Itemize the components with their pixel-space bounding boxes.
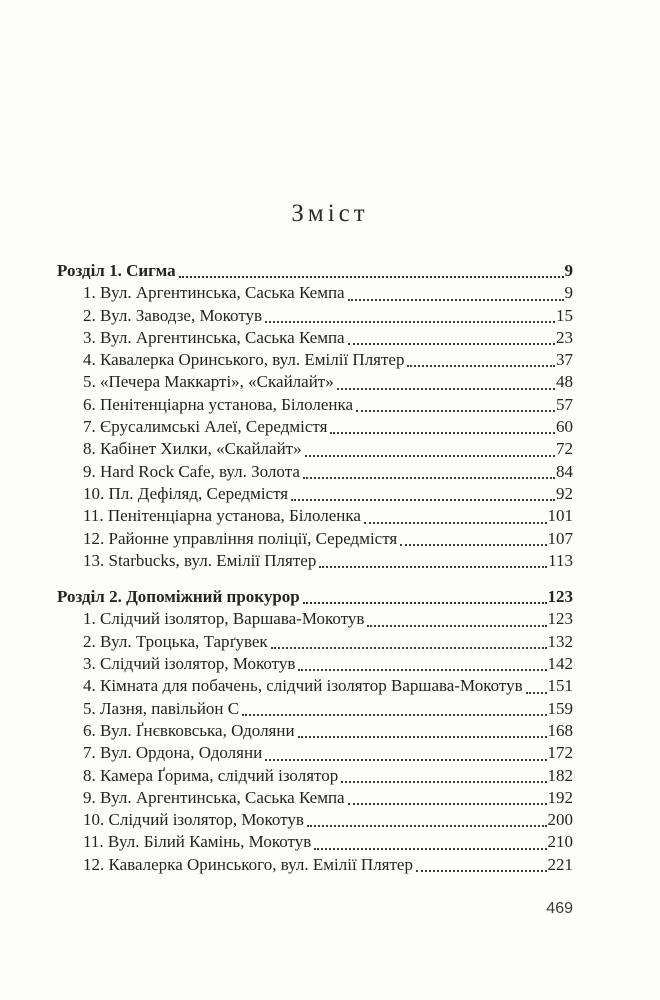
toc-entry-page: 23 bbox=[556, 327, 573, 347]
toc-entry-page: 132 bbox=[547, 631, 573, 651]
toc-entry-label: 6. Пенітенціарна установа, Білоленка bbox=[83, 394, 354, 414]
toc-entry bbox=[57, 675, 573, 697]
toc-entry-label: 7. Вул. Ордона, Одоляни bbox=[83, 743, 263, 763]
toc-entry-label: 11. Вул. Білий Камінь, Мокотув bbox=[83, 832, 312, 852]
toc-entry-page: 72 bbox=[556, 439, 573, 459]
dot-leader bbox=[341, 781, 546, 783]
toc-entry-page: 60 bbox=[556, 417, 573, 437]
toc-entry bbox=[57, 809, 573, 831]
toc-entry-label: 10. Слідчий ізолятор, Мокотув bbox=[83, 810, 304, 830]
toc-entry-page: 210 bbox=[547, 832, 573, 852]
dot-leader bbox=[303, 477, 555, 479]
toc-entry bbox=[57, 505, 573, 527]
toc-entry-page: 172 bbox=[547, 743, 573, 763]
toc-entry-label: 12. Кавалерка Оринського, вул. Емілії Плятер bbox=[83, 854, 413, 874]
toc-entry-page: 168 bbox=[547, 720, 573, 740]
dot-leader bbox=[265, 759, 546, 761]
toc-entry-page: 15 bbox=[556, 305, 573, 325]
toc-entry bbox=[57, 349, 573, 371]
dot-leader bbox=[271, 647, 547, 649]
toc-section-heading bbox=[57, 586, 573, 608]
dot-leader bbox=[348, 803, 547, 805]
dot-leader bbox=[356, 410, 555, 412]
toc-entry bbox=[57, 631, 573, 653]
toc-entry bbox=[57, 394, 573, 416]
toc-section-heading bbox=[57, 260, 573, 282]
dot-leader bbox=[400, 544, 546, 546]
toc-entry-label: 1. Вул. Аргентинська, Саська Кемпа bbox=[83, 283, 345, 303]
toc-entry-label: 5. Лазня, павільйон C bbox=[83, 698, 240, 718]
toc-entry-page: 221 bbox=[547, 854, 573, 874]
toc-entry-page: 182 bbox=[547, 765, 573, 785]
toc-entry bbox=[57, 483, 573, 505]
toc-entry-label: 2. Вул. Заводзе, Мокотув bbox=[83, 305, 263, 325]
dot-leader bbox=[265, 321, 555, 323]
toc-section-heading-label: Розділ 2. Допоміжний прокурор bbox=[57, 587, 300, 607]
toc-entry bbox=[57, 416, 573, 438]
dot-leader bbox=[307, 825, 547, 827]
toc-entry bbox=[57, 698, 573, 720]
dot-leader bbox=[305, 455, 555, 457]
dot-leader bbox=[416, 870, 547, 872]
dot-leader bbox=[298, 669, 546, 671]
toc-entry-label: 3. Слідчий ізолятор, Мокотув bbox=[83, 654, 296, 674]
toc-entry bbox=[57, 831, 573, 853]
toc-entry bbox=[57, 305, 573, 327]
dot-leader bbox=[319, 566, 547, 568]
toc-entry-label: 9. Вул. Аргентинська, Саська Кемпа bbox=[83, 787, 345, 807]
toc-entry-label: 13. Starbucks, вул. Емілії Плятер bbox=[83, 550, 317, 570]
toc-entry-page: 57 bbox=[556, 394, 573, 414]
page-title: Зміст bbox=[291, 200, 369, 227]
toc-entry-label: 10. Пл. Дефіляд, Середмістя bbox=[83, 483, 289, 503]
dot-leader bbox=[298, 736, 547, 738]
toc-section-heading-page: 123 bbox=[547, 587, 573, 607]
toc-entry-label: 8. Камера Ґорима, слідчий ізолятор bbox=[83, 765, 339, 785]
toc-entry-page: 84 bbox=[556, 461, 573, 481]
toc-entry-page: 192 bbox=[547, 787, 573, 807]
toc-entry-label: 12. Районне управління поліції, Середмістя bbox=[83, 528, 398, 548]
toc-entry-label: 11. Пенітенціарна установа, Білоленка bbox=[83, 506, 361, 526]
toc-entry-label: 2. Вул. Троцька, Тарґувек bbox=[83, 631, 268, 651]
toc-entry bbox=[57, 720, 573, 742]
toc-entry-label: 4. Кімната для побачень, слідчий ізолятор Варшава-Мокотув bbox=[83, 676, 523, 696]
toc-entry-page: 107 bbox=[547, 528, 573, 548]
dot-leader bbox=[367, 625, 546, 627]
toc-entry-label: 5. «Печера Маккарті», «Скайлайт» bbox=[83, 372, 334, 392]
dot-leader bbox=[337, 388, 555, 390]
dot-leader bbox=[364, 522, 547, 524]
toc-entry bbox=[57, 608, 573, 630]
toc-entry bbox=[57, 461, 573, 483]
dot-leader bbox=[242, 714, 546, 716]
toc-entry-page: 92 bbox=[556, 483, 573, 503]
toc-entry bbox=[57, 787, 573, 809]
dot-leader bbox=[179, 276, 564, 278]
toc-entry-page: 151 bbox=[547, 676, 573, 696]
toc-entry-page: 101 bbox=[547, 506, 573, 526]
toc-entry bbox=[57, 371, 573, 393]
toc-section-heading-page: 9 bbox=[564, 261, 573, 280]
dot-leader bbox=[291, 499, 555, 501]
dot-leader bbox=[348, 299, 564, 301]
toc-entry-label: 8. Кабінет Хилки, «Скайлайт» bbox=[83, 439, 302, 459]
toc-entry-label: 4. Кавалерка Оринського, вул. Емілії Плятер bbox=[83, 350, 405, 370]
toc-entry-label: 9. Hard Rock Cafe, вул. Золота bbox=[83, 461, 300, 481]
toc-entry-page: 113 bbox=[548, 550, 573, 570]
toc-entry-page: 142 bbox=[547, 654, 573, 674]
toc-entry-page: 200 bbox=[547, 810, 573, 830]
toc-entry bbox=[57, 438, 573, 460]
toc-entry-page: 159 bbox=[547, 698, 573, 718]
toc-entry-label: 7. Єрусалимські Алеї, Середмістя bbox=[83, 417, 328, 437]
toc-entry-label: 6. Вул. Ґнєвковська, Одоляни bbox=[83, 720, 295, 740]
toc-entry-page: 123 bbox=[547, 609, 573, 629]
toc-entry bbox=[57, 765, 573, 787]
table-of-contents bbox=[57, 260, 573, 876]
toc-entry-page: 37 bbox=[556, 350, 573, 370]
toc-entry-page: 9 bbox=[564, 283, 573, 303]
toc-entry bbox=[57, 528, 573, 550]
dot-leader bbox=[348, 343, 555, 345]
toc-entry bbox=[57, 854, 573, 876]
dot-leader bbox=[526, 692, 547, 694]
folio-page-number: 469 bbox=[546, 900, 573, 917]
dot-leader bbox=[330, 432, 555, 434]
dot-leader bbox=[407, 365, 555, 367]
dot-leader bbox=[314, 848, 546, 850]
toc-entry-label: 1. Слідчий ізолятор, Варшава-Мокотув bbox=[83, 609, 365, 629]
toc-section-heading-label: Розділ 1. Сигма bbox=[57, 261, 176, 280]
toc-entry bbox=[57, 327, 573, 349]
toc-entry bbox=[57, 742, 573, 764]
toc-entry-label: 3. Вул. Аргентинська, Саська Кемпа bbox=[83, 327, 345, 347]
toc-entry-page: 48 bbox=[556, 372, 573, 392]
toc-entry bbox=[57, 282, 573, 304]
toc-entry bbox=[57, 653, 573, 675]
toc-entry bbox=[57, 550, 573, 572]
dot-leader bbox=[303, 602, 547, 604]
